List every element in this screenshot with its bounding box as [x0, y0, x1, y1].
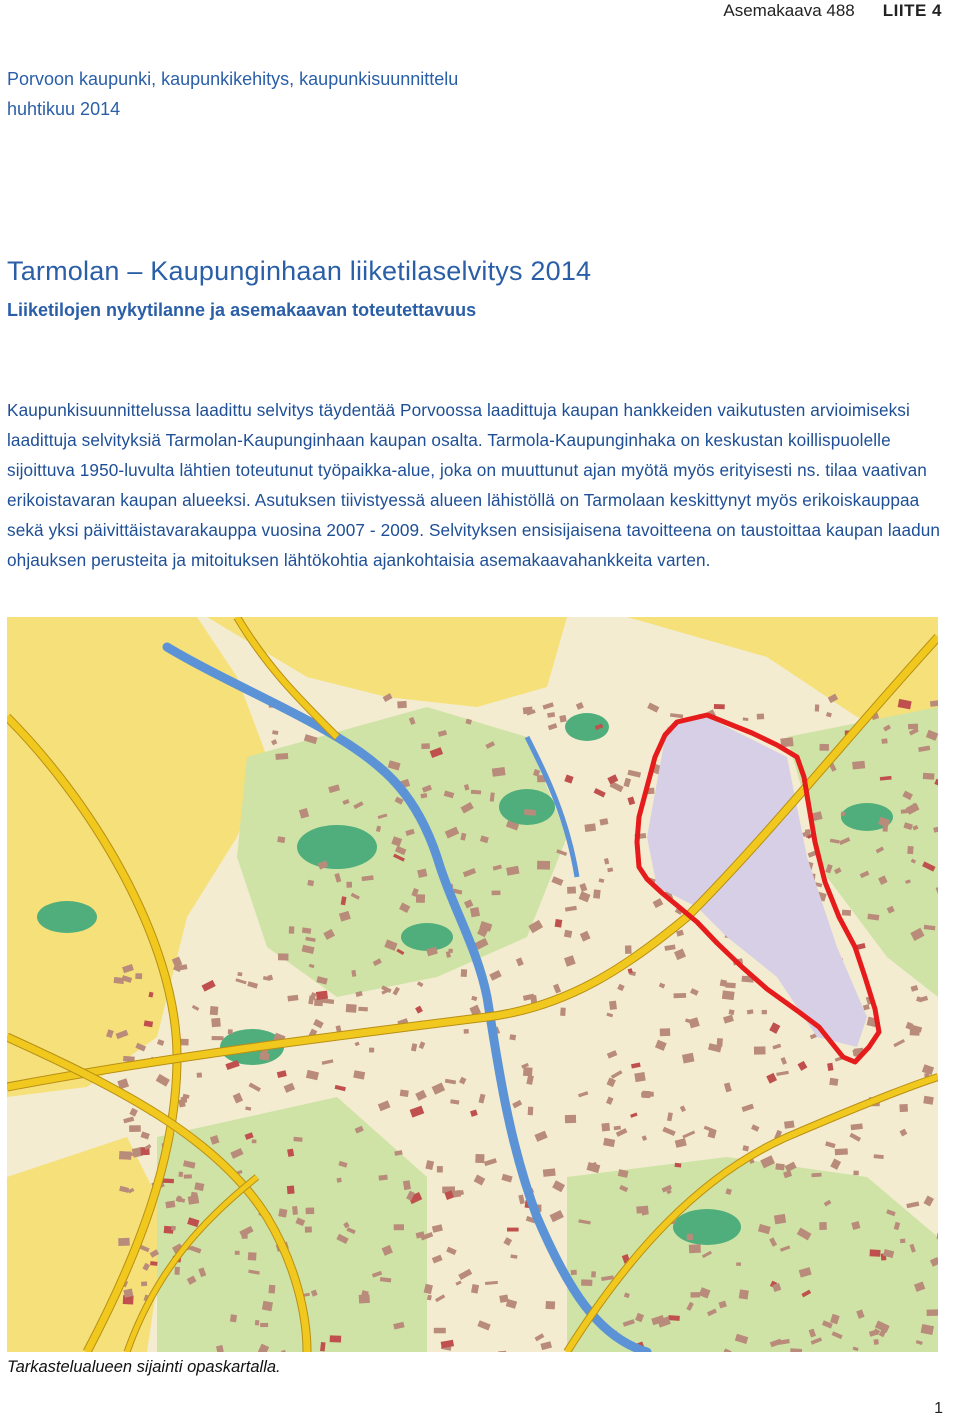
- building-block: [464, 1029, 469, 1034]
- building-block: [358, 1007, 368, 1012]
- building-block: [852, 761, 865, 770]
- building-block: [567, 887, 576, 894]
- building-block: [564, 930, 572, 938]
- building-block: [293, 1137, 302, 1142]
- building-block: [174, 1267, 179, 1275]
- building-block: [119, 1151, 132, 1160]
- building-block: [289, 926, 295, 934]
- building-block: [379, 1175, 388, 1181]
- plan-label: Asemakaava 488: [723, 1, 855, 20]
- page-header: [723, 0, 942, 22]
- building-block: [190, 1192, 197, 1201]
- body-paragraph: Kaupunkisuunnittelussa laadittu selvitys täydentää Porvoossa laadittuja kaupan hankkeiden vaikutusten arvioimiseksi laadittuja selvityksiä Tarmolan-Kaupunginhaan kaupan osalta. Tarmola-Kaupunginhaka on keskustan koillispuolelle sijoittuva 1950-luvulta lähtien toteutunut työpaikka-alue, joka on muuttunut ajan myötä myös erityisesti ns. tilaa vaativan erikoistavaran kaupan alueeksi. Asutuksen tiivistyessä alueen lähistöllä on Tarmolaan keskittynyt myös erikoiskauppaa sekä yksi päivittäistavarakauppa vuosina 2007 - 2009. Selvityksen ensisijaisena tavoitteena on taustoittaa kaupan laadun ohjauksen perusteita ja mitoituksen lähtökohtia ajankohtaisia asemakaavahankkeita varten.: [7, 400, 941, 570]
- building-block: [528, 1107, 534, 1116]
- appendix-label: LIITE 4: [882, 1, 942, 20]
- building-block: [184, 1174, 192, 1178]
- building-block: [687, 1234, 693, 1240]
- building-block: [634, 1072, 645, 1082]
- building-block: [560, 1008, 566, 1017]
- building-block: [691, 1292, 701, 1297]
- building-block: [470, 907, 480, 917]
- building-block: [346, 882, 352, 888]
- building-block: [923, 1096, 934, 1105]
- building-block: [316, 991, 328, 1000]
- building-block: [260, 1323, 268, 1327]
- location-map: [7, 617, 938, 1352]
- park-2: [499, 789, 555, 825]
- page-number: 1: [934, 1400, 943, 1417]
- building-block: [397, 701, 407, 709]
- map-graphic: [7, 617, 938, 1352]
- building-block: [636, 1206, 648, 1214]
- building-block: [210, 1006, 219, 1015]
- building-block: [584, 823, 596, 832]
- building-block: [471, 790, 481, 795]
- building-block: [784, 1120, 795, 1128]
- building-block: [819, 744, 829, 751]
- building-block: [689, 1244, 701, 1253]
- building-block: [725, 982, 735, 988]
- building-block: [337, 1178, 342, 1183]
- building-block: [178, 1172, 183, 1177]
- building-block: [492, 890, 501, 895]
- building-block: [819, 1222, 827, 1230]
- building-block: [762, 1010, 767, 1014]
- building-block: [930, 700, 938, 707]
- park-1: [297, 825, 377, 869]
- building-block: [330, 1335, 342, 1342]
- building-block: [235, 1251, 240, 1255]
- building-block: [181, 1097, 187, 1103]
- building-block: [853, 1171, 858, 1176]
- park-6: [673, 1209, 741, 1245]
- building-block: [150, 1261, 157, 1266]
- building-block: [278, 953, 289, 960]
- building-block: [571, 1270, 577, 1275]
- building-block: [135, 973, 142, 979]
- building-block: [581, 1279, 592, 1286]
- building-block: [923, 773, 935, 780]
- building-block: [211, 1018, 221, 1027]
- building-block: [524, 809, 536, 816]
- park-7: [37, 901, 97, 933]
- building-block: [668, 1315, 680, 1321]
- document-subtitle: Liiketilojen nykytilanne ja asemakaavan toteutettavuus: [7, 300, 477, 320]
- building-block: [625, 945, 632, 954]
- park-4: [401, 923, 453, 951]
- building-block: [427, 1295, 432, 1301]
- building-block: [714, 704, 725, 709]
- building-block: [475, 1154, 484, 1163]
- building-block: [537, 861, 550, 870]
- building-block: [307, 880, 314, 886]
- building-block: [900, 1239, 906, 1244]
- building-block: [722, 990, 735, 1000]
- building-block: [523, 1067, 533, 1076]
- building-block: [660, 1028, 671, 1036]
- building-block: [416, 894, 425, 903]
- building-block: [255, 1320, 260, 1326]
- building-block: [754, 1046, 766, 1054]
- building-block: [811, 1173, 821, 1177]
- building-block: [437, 1166, 443, 1172]
- building-block: [609, 1001, 617, 1010]
- building-block: [369, 1048, 374, 1053]
- building-block: [252, 1140, 257, 1144]
- building-block: [171, 1226, 176, 1231]
- building-block: [269, 1285, 276, 1294]
- building-block: [118, 1238, 130, 1246]
- building-block: [908, 724, 918, 730]
- building-block: [507, 1228, 519, 1232]
- building-block: [736, 1263, 741, 1266]
- building-block: [230, 1314, 237, 1322]
- building-block: [278, 1208, 287, 1217]
- building-block: [394, 1224, 404, 1230]
- building-block: [559, 715, 566, 723]
- building-block: [927, 1309, 938, 1316]
- building-block: [212, 1036, 224, 1040]
- building-block: [545, 1301, 555, 1309]
- building-block: [320, 1342, 326, 1351]
- building-block: [400, 1090, 409, 1097]
- building-block: [287, 1185, 295, 1194]
- building-block: [601, 1123, 610, 1132]
- building-block: [774, 1214, 786, 1225]
- document-date: huhtikuu 2014: [7, 99, 121, 119]
- building-block: [248, 1252, 257, 1260]
- building-block: [555, 919, 563, 928]
- building-block: [870, 1249, 881, 1256]
- organization-block: [7, 64, 458, 124]
- building-block: [292, 1206, 298, 1215]
- organization-name: Porvoon kaupunki, kaupunkikehitys, kaupunkisuunnittelu: [7, 69, 459, 89]
- building-block: [881, 738, 887, 743]
- building-block: [434, 1328, 446, 1334]
- document-title: Tarmolan – Kaupunginhaan liiketilaselvitys 2014: [7, 256, 592, 286]
- building-block: [275, 753, 288, 760]
- building-block: [421, 743, 430, 749]
- building-block: [306, 1208, 315, 1215]
- building-block: [262, 1301, 273, 1311]
- building-block: [305, 1227, 312, 1233]
- building-block: [277, 836, 285, 843]
- building-block: [591, 1271, 596, 1277]
- building-block: [642, 1091, 650, 1098]
- building-block: [874, 1339, 879, 1345]
- building-block: [141, 1281, 147, 1286]
- building-block: [675, 1163, 682, 1168]
- building-block: [565, 1115, 576, 1124]
- building-block: [757, 714, 764, 720]
- building-block: [907, 846, 913, 854]
- building-block: [739, 1289, 749, 1299]
- building-block: [197, 1073, 202, 1078]
- building-block: [228, 1029, 233, 1034]
- building-block: [674, 993, 687, 998]
- building-block: [346, 1004, 357, 1013]
- building-block: [162, 1178, 174, 1183]
- building-block: [403, 1180, 411, 1190]
- building-block: [899, 1104, 908, 1112]
- building-block: [842, 910, 851, 916]
- building-block: [237, 972, 242, 976]
- building-block: [775, 1163, 784, 1170]
- map-caption: Tarkastelualueen sijainti opaskartalla.: [7, 1358, 281, 1376]
- building-block: [129, 1125, 141, 1132]
- building-block: [499, 1294, 508, 1302]
- building-block: [829, 1078, 838, 1086]
- building-block: [835, 1148, 848, 1155]
- building-block: [815, 704, 820, 711]
- building-block: [461, 969, 468, 977]
- building-block: [509, 1034, 516, 1040]
- building-block: [543, 1168, 556, 1177]
- building-block: [492, 767, 506, 777]
- building-block: [593, 889, 601, 898]
